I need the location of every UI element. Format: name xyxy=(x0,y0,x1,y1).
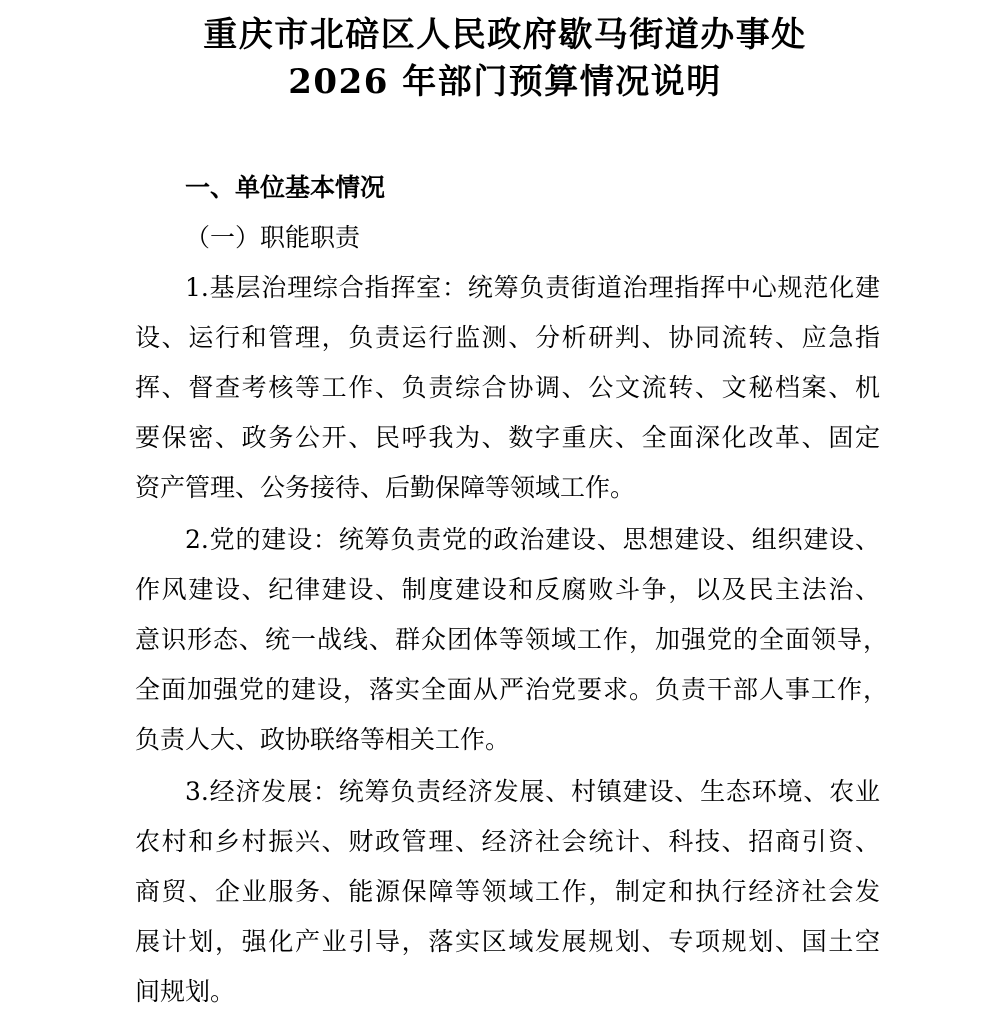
subsection-heading: （一）职能职责 xyxy=(185,223,361,252)
paragraph-line: 2.党的建设：统筹负责党的政治建设、思想建设、组织建设、 xyxy=(185,525,880,554)
paragraph-grassroots-governance xyxy=(135,263,888,513)
paragraph-line: 1.基层治理综合指挥室：统筹负责街道治理指挥中心规范化建 xyxy=(185,273,880,302)
paragraph-party-building xyxy=(135,515,888,765)
document-body xyxy=(135,263,888,1019)
paragraph-line: 资产管理、公务接待、后勤保障等领域工作。 xyxy=(135,473,636,502)
paragraph-economic-development xyxy=(135,767,888,1017)
paragraph-line: 设、运行和管理，负责运行监测、分析研判、协同流转、应急指 xyxy=(135,323,880,352)
paragraph-line: 作风建设、纪律建设、制度建设和反腐败斗争，以及民主法治、 xyxy=(135,575,880,604)
paragraph-line: 商贸、企业服务、能源保障等领域工作，制定和执行经济社会发 xyxy=(135,877,880,906)
paragraph-line: 展计划，强化产业引导，落实区域发展规划、专项规划、国土空 xyxy=(135,927,880,956)
paragraph-line: 挥、督查考核等工作、负责综合协调、公文流转、文秘档案、机 xyxy=(135,373,880,402)
document-title-line-2: 2026 年部门预算情况说明 xyxy=(288,62,722,102)
section-heading: 一、单位基本情况 xyxy=(185,173,386,202)
paragraph-line: 全面加强党的建设，落实全面从严治党要求。负责干部人事工作， xyxy=(135,675,888,704)
paragraph-line: 要保密、政务公开、民呼我为、数字重庆、全面深化改革、固定 xyxy=(135,423,880,452)
paragraph-line: 负责人大、政协联络等相关工作。 xyxy=(135,725,511,754)
paragraph-line: 农村和乡村振兴、财政管理、经济社会统计、科技、招商引资、 xyxy=(135,827,880,856)
paragraph-line: 3.经济发展：统筹负责经济发展、村镇建设、生态环境、农业 xyxy=(185,777,880,806)
paragraph-line: 意识形态、统一战线、群众团体等领域工作，加强党的全面领导， xyxy=(135,625,888,654)
document-title-line-1: 重庆市北碚区人民政府歇马街道办事处 xyxy=(203,15,807,55)
paragraph-line: 间规划。 xyxy=(135,977,236,1006)
